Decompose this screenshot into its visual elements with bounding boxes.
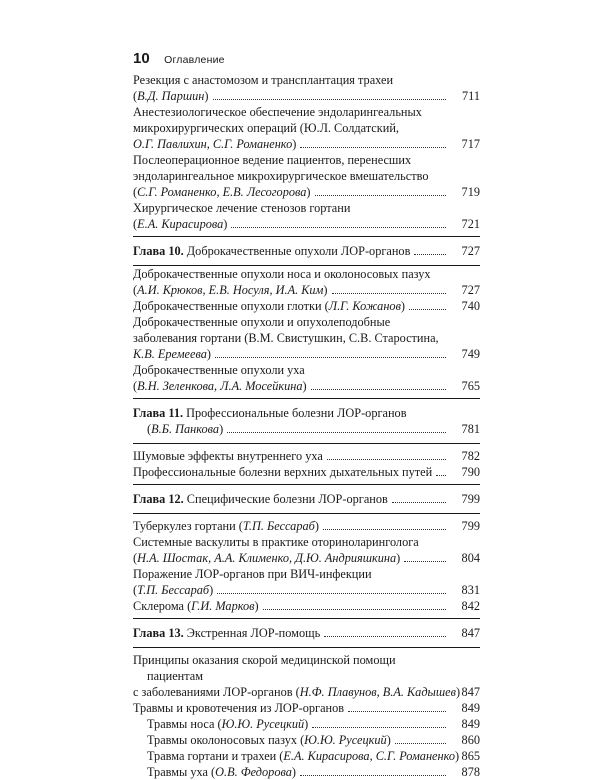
page-ref: 790: [461, 465, 480, 479]
chapter-heading: Глава 11. Профессиональные болезни ЛОР-органов (В.Б. Панкова) 781: [133, 406, 480, 436]
entry-title: Травмы носа: [147, 717, 215, 731]
toc-entry: Анестезиологическое обеспечение эндоларингеальных микрохирургических операций (Ю.Л. Солдатский, О.Г. Павлихин, С.Г. Романенко) 717: [133, 105, 480, 151]
page-ref: 804: [461, 551, 480, 565]
chapter-label: Глава 13.: [133, 626, 184, 640]
page-ref: 727: [461, 283, 480, 297]
page-header: [133, 50, 225, 68]
divider: [133, 647, 480, 648]
toc-entry: [133, 700, 480, 716]
entry-title: Туберкулез гортани: [133, 519, 236, 533]
entry-title: Поражение ЛОР-органов при ВИЧ-инфекции: [133, 567, 372, 581]
entry-authors: Н.Ф. Плавунов, В.А. Кадышев: [299, 685, 456, 699]
chapter-label: Глава 10.: [133, 244, 184, 258]
page-ref: 711: [462, 89, 480, 103]
page-ref: 799: [461, 519, 480, 533]
entry-title-cont: эндоларингеальное микрохирургическое вмешательство: [133, 169, 429, 183]
divider: [133, 618, 480, 619]
toc-entry: Послеоперационное ведение пациентов, перенесших эндоларингеальное микрохирургическое вмешательство (С.Г. Романенко, Е.В. Лесогорова) 719: [133, 153, 480, 199]
entry-title: Травма гортани и трахеи: [147, 749, 277, 763]
entry-authors: А.И. Крюков, Е.В. Носуля, И.А. Ким: [137, 283, 324, 297]
chapter-title: Экстренная ЛОР-помощь: [186, 626, 321, 640]
chapter-heading: [133, 243, 480, 259]
page-ref: 717: [461, 137, 480, 151]
entry-authors: С.Г. Романенко, Е.В. Лесогорова: [137, 185, 307, 199]
chapter-label: Глава 12.: [133, 492, 184, 506]
page-ref: 765: [461, 379, 480, 393]
entry-authors: Г.И. Марков: [191, 599, 255, 613]
chapter-title: Специфические болезни ЛОР-органов: [186, 492, 388, 506]
toc-entry: Доброкачественные опухоли глотки (Л.Г. Кожанов) 740: [133, 299, 480, 313]
page-ref: 842: [461, 599, 480, 613]
toc-entry: Поражение ЛОР-органов при ВИЧ-инфекции (Т.П. Бессараб) 831: [133, 567, 480, 597]
toc-entry: [133, 464, 480, 480]
entry-title: Профессиональные болезни верхних дыхательных путей: [133, 465, 433, 479]
page-ref: 719: [461, 185, 480, 199]
page-ref: 849: [461, 717, 480, 731]
toc-entry: Принципы оказания скорой медицинской помощи пациентам с заболеваниями ЛОР-органов (Н.Ф. Плавунов, В.А. Кадышев) 847: [133, 653, 480, 699]
toc-entry: Доброкачественные опухоли носа и околоносовых пазух (А.И. Крюков, Е.В. Носуля, И.А. Ким) 727: [133, 267, 480, 297]
entry-authors: Т.П. Бессараб: [137, 583, 210, 597]
page-ref: 740: [461, 299, 480, 313]
page-ref: 781: [461, 422, 480, 436]
toc-entry: Травма гортани и трахеи (Е.А. Кирасирова, С.Г. Романенко) 865: [147, 749, 480, 763]
entry-title: Доброкачественные опухоли глотки: [133, 299, 322, 313]
chapter-heading: [133, 625, 480, 641]
page-ref: 721: [461, 217, 480, 231]
entry-title-cont: с заболеваниями ЛОР-органов: [133, 685, 293, 699]
page-ref: 749: [461, 347, 480, 361]
toc-entry: Склерома (Г.И. Марков) 842: [133, 599, 480, 613]
entry-authors: Л.Г. Кожанов: [328, 299, 401, 313]
toc-entry: Травмы носа (Ю.Ю. Русецкий) 849: [147, 717, 480, 731]
entry-title-cont: микрохирургических операций (Ю.Л. Солдатский,: [133, 121, 399, 135]
entry-authors: Ю.Ю. Русецкий: [304, 733, 387, 747]
chapter-title: Доброкачественные опухоли ЛОР-органов: [186, 244, 411, 258]
page-ref: 799: [461, 492, 480, 506]
page-ref: 847: [461, 626, 480, 640]
entry-title: Резекция с анастомозом и трансплантация трахеи: [133, 73, 394, 87]
page-ref: 860: [461, 733, 480, 747]
divider: [133, 513, 480, 514]
entry-title: Доброкачественные опухоли носа и околоносовых пазух: [133, 267, 431, 281]
entry-title: Послеоперационное ведение пациентов, перенесших: [133, 153, 412, 167]
entry-authors: Е.А. Кирасирова, С.Г. Романенко: [283, 749, 456, 763]
divider: [133, 443, 480, 444]
page-ref: 878: [461, 765, 480, 779]
toc-entry: Хирургическое лечение стенозов гортани (Е.А. Кирасирова) 721: [133, 201, 480, 231]
entry-title: Принципы оказания скорой медицинской помощи пациентам: [133, 653, 396, 683]
entry-authors: В.Д. Паршин: [137, 89, 205, 103]
toc-entry: Доброкачественные опухоли и опухолеподобные заболевания гортани (В.М. Свистушкин, С.В. Старостина, К.В. Еремеева) 749: [133, 315, 480, 361]
entry-title: Системные васкулиты в практике оториноларинголога: [133, 535, 419, 549]
entry-title: Склерома: [133, 599, 184, 613]
entry-authors: К.В. Еремеева: [133, 347, 207, 361]
page-ref: 782: [461, 449, 480, 463]
toc-entry: [133, 448, 480, 464]
divider: [133, 484, 480, 485]
toc-entry: Резекция с анастомозом и трансплантация трахеи (В.Д. Паршин) 711: [133, 73, 480, 103]
chapter-title: Профессиональные болезни ЛОР-органов: [186, 406, 407, 420]
divider: [133, 398, 480, 399]
toc-entry: Туберкулез гортани (Т.П. Бессараб) 799: [133, 519, 480, 533]
page-number: 10: [133, 50, 150, 67]
chapter-label: Глава 11.: [133, 406, 184, 420]
page-ref: 727: [461, 244, 480, 258]
page-ref: 865: [461, 749, 480, 763]
chapter-authors: В.Б. Панкова: [151, 422, 220, 436]
entry-title: Доброкачественные опухоли уха: [133, 363, 305, 377]
entry-title: Хирургическое лечение стенозов гортани: [133, 201, 351, 215]
entry-title: Доброкачественные опухоли и опухолеподобные: [133, 315, 391, 329]
entry-authors: Т.П. Бессараб: [242, 519, 315, 533]
entry-authors: О.Г. Павлихин, С.Г. Романенко: [133, 137, 293, 151]
table-of-contents: [133, 72, 480, 780]
page-ref: 849: [461, 701, 480, 715]
toc-entry: Травмы уха (О.В. Федорова) 878: [147, 765, 480, 779]
entry-authors: Е.А. Кирасирова: [137, 217, 224, 231]
entry-title: Анестезиологическое обеспечение эндоларингеальных: [133, 105, 422, 119]
entry-title: Шумовые эффекты внутреннего уха: [133, 449, 323, 463]
chapter-heading: [133, 491, 480, 507]
entry-title: Травмы уха: [147, 765, 208, 779]
divider: [133, 236, 480, 237]
toc-entry: Системные васкулиты в практике оториноларинголога (Н.А. Шостак, А.А. Клименко, Д.Ю. Андрияшкина) 804: [133, 535, 480, 565]
entry-title: Травмы околоносовых пазух: [147, 733, 297, 747]
entry-authors: Н.А. Шостак, А.А. Клименко, Д.Ю. Андрияшкина: [137, 551, 397, 565]
toc-entry: Доброкачественные опухоли уха (В.Н. Зеленкова, Л.А. Мосейкина) 765: [133, 363, 480, 393]
toc-entry: Травмы околоносовых пазух (Ю.Ю. Русецкий) 860: [147, 733, 480, 747]
entry-title-cont: заболевания гортани (В.М. Свистушкин, С.В. Старостина,: [133, 331, 439, 345]
page-ref: 831: [461, 583, 480, 597]
running-title: Оглавление: [164, 54, 225, 66]
entry-title: Травмы и кровотечения из ЛОР-органов: [133, 701, 345, 715]
page-ref: 847: [461, 685, 480, 699]
entry-authors: Ю.Ю. Русецкий: [221, 717, 305, 731]
entry-authors: О.В. Федорова: [215, 765, 292, 779]
entry-authors: В.Н. Зеленкова, Л.А. Мосейкина: [137, 379, 303, 393]
